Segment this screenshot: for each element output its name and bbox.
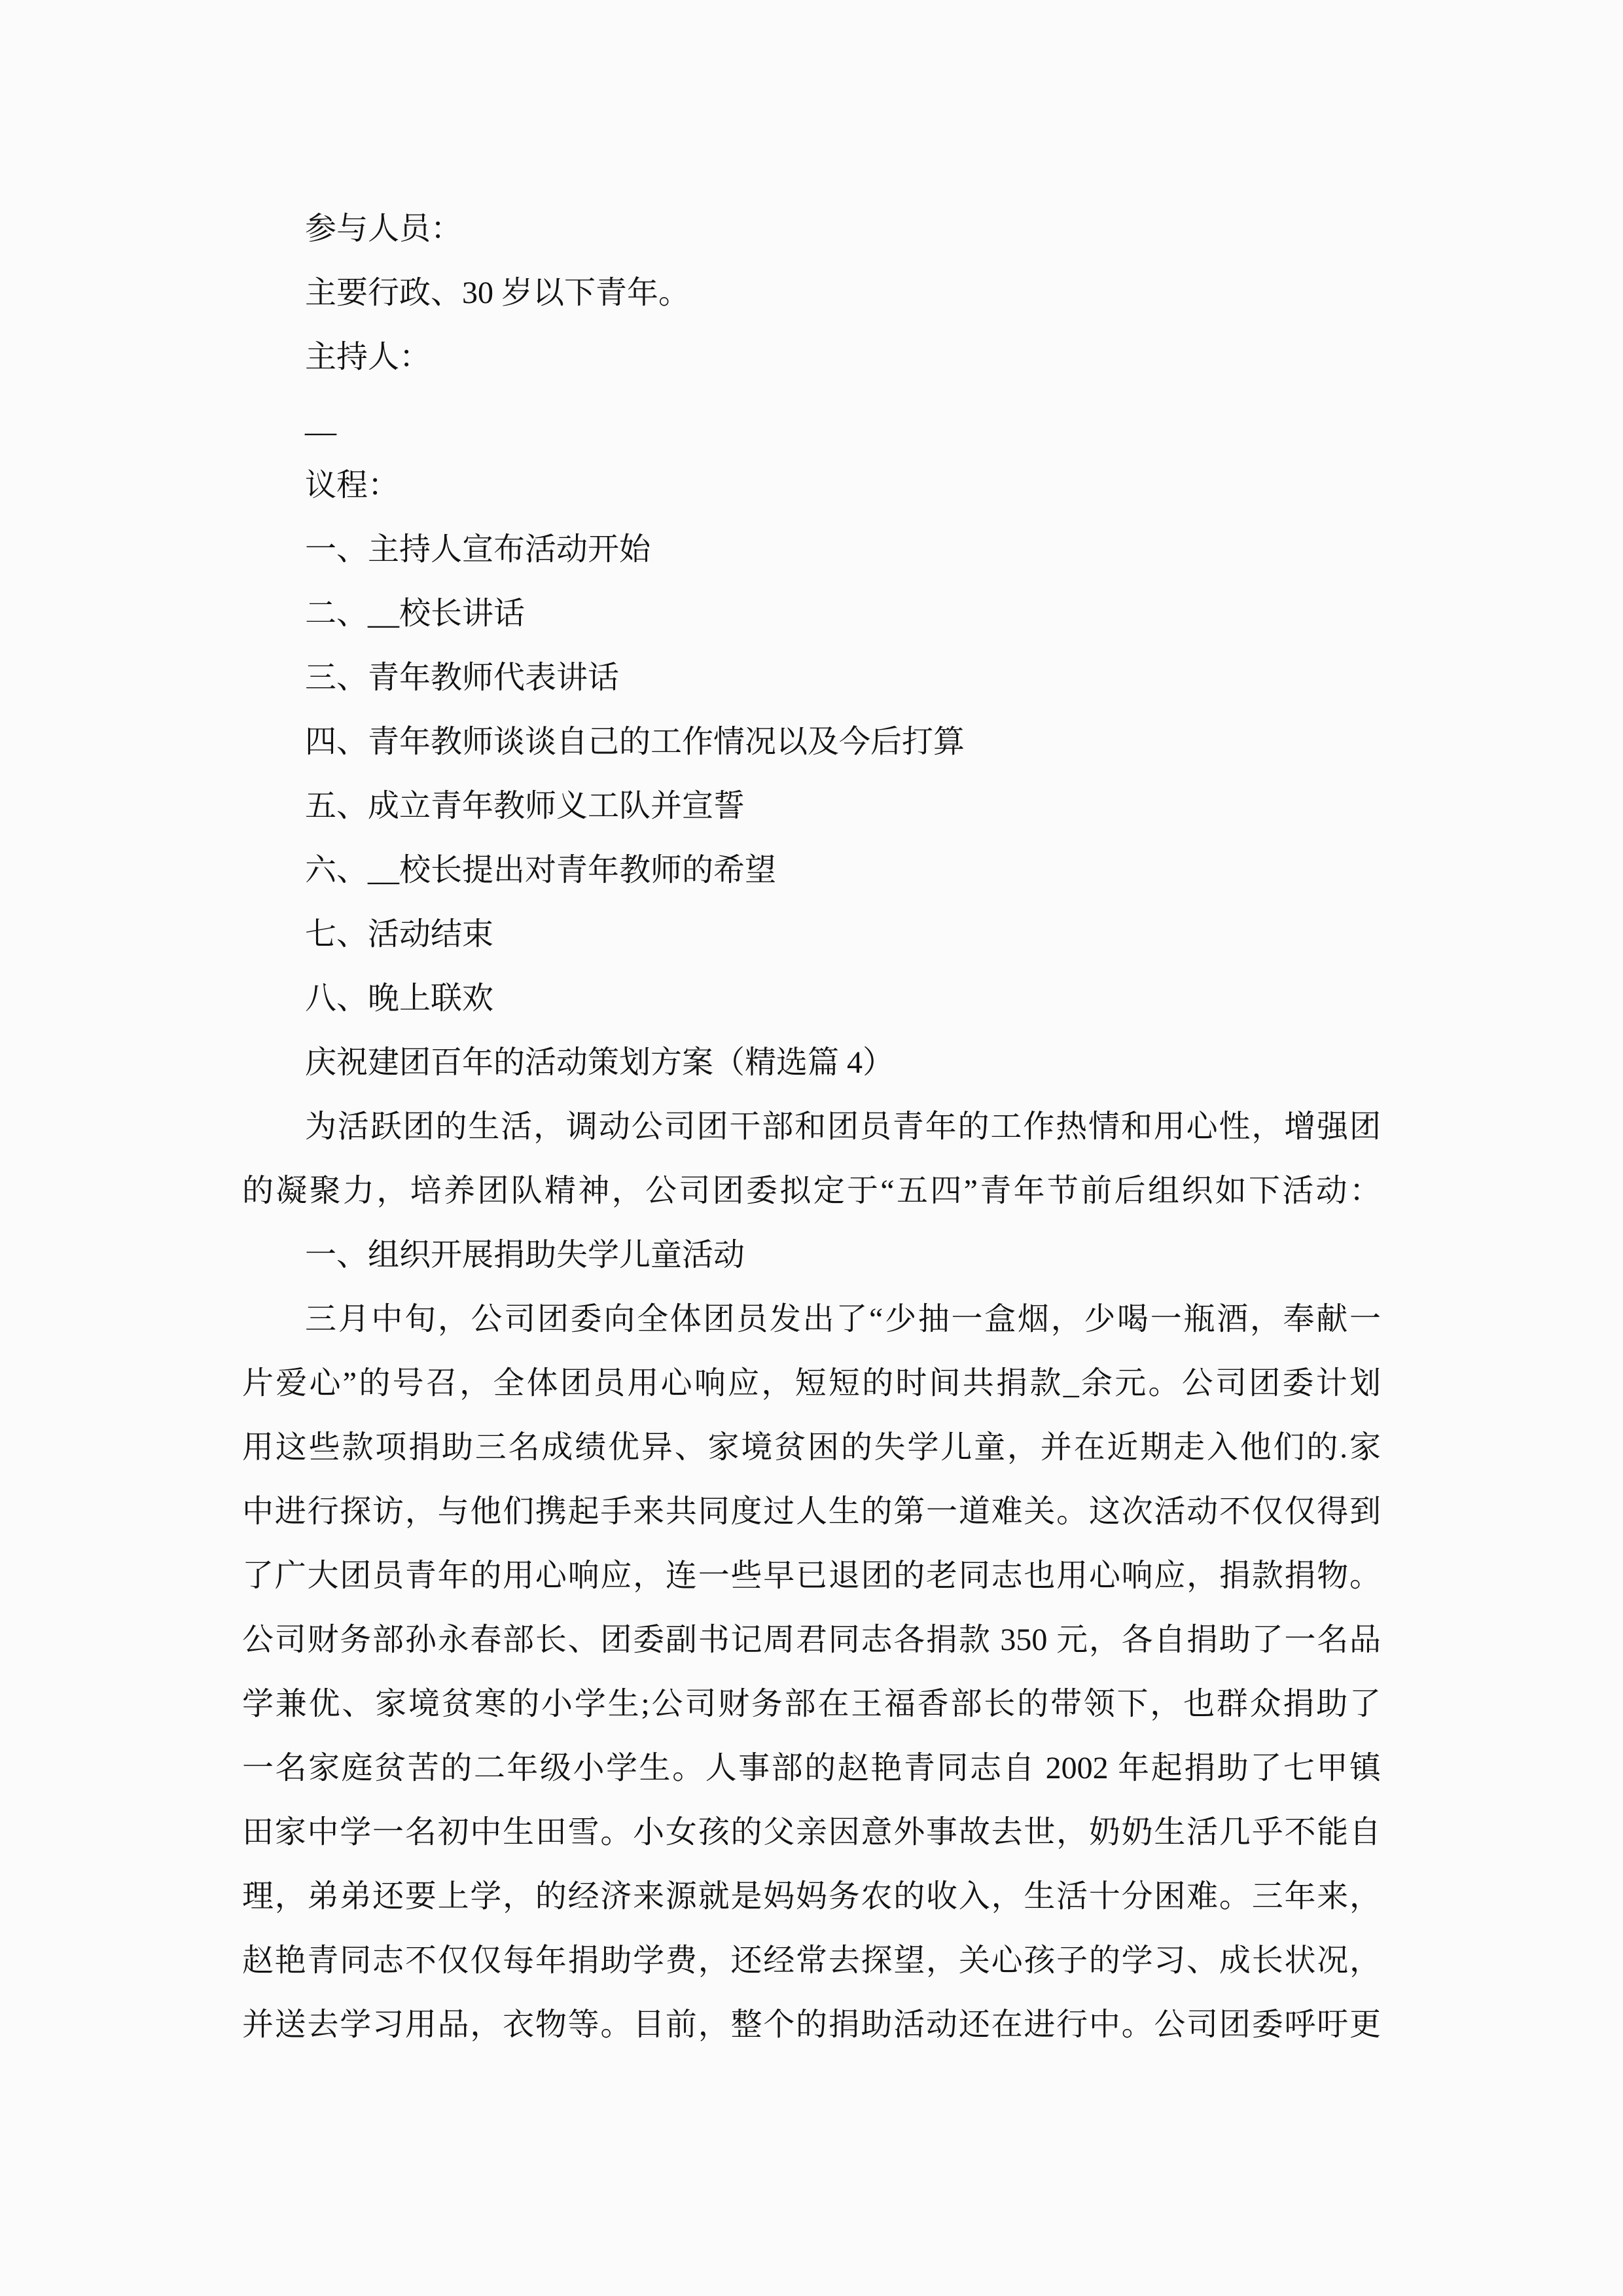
text-line: 的凝聚力，培养团队精神，公司团委拟定于“五四”青年节前后组织如下活动： — [242, 1174, 1381, 1208]
document-body — [242, 197, 1381, 2057]
text-line: 八、晚上联欢 — [305, 981, 494, 1016]
text-line: 中进行探访，与他们携起手来共同度过人生的第一道难关。这次活动不仅仅得到 — [242, 1494, 1381, 1529]
text-line: 三月中旬，公司团委向全体团员发出了“少抽一盒烟，少喝一瓶酒，奉献一 — [305, 1302, 1381, 1336]
text-line: 一、组织开展捐助失学儿童活动 — [305, 1238, 745, 1272]
text-line: 七、活动结束 — [305, 917, 494, 952]
text-line: 田家中学一名初中生田雪。小女孩的父亲因意外事故去世，奶奶生活几乎不能自 — [242, 1815, 1381, 1850]
text-line: 学兼优、家境贫寒的小学生;公司财务部在王福香部长的带领下，也群众捐助了 — [242, 1687, 1381, 1721]
text-line: 二、__校长讲话 — [305, 596, 526, 631]
text-line: 公司财务部孙永春部长、团委副书记周君同志各捐款 350 元，各自捐助了一名品 — [242, 1623, 1381, 1657]
text-line: 三、青年教师代表讲话 — [305, 660, 620, 695]
text-line: 片爱心”的号召，全体团员用心响应，短短的时间共捐款_余元。公司团委计划 — [242, 1366, 1381, 1401]
text-line: 庆祝建团百年的活动策划方案（精选篇 4） — [305, 1045, 895, 1080]
text-line: 了广大团员青年的用心响应，连一些早已退团的老同志也用心响应，捐款捐物。 — [242, 1558, 1381, 1593]
text-line: 用这些款项捐助三名成绩优异、家境贫困的失学儿童，并在近期走入他们的.家 — [242, 1430, 1381, 1465]
text-line: 并送去学习用品，衣物等。目前，整个的捐助活动还在进行中。公司团委呼吁更 — [242, 2007, 1381, 2042]
text-line: 一名家庭贫苦的二年级小学生。人事部的赵艳青同志自 2002 年起捐助了七甲镇 — [242, 1751, 1381, 1785]
text-line: 理，弟弟还要上学，的经济来源就是妈妈务农的收入，生活十分困难。三年来， — [242, 1879, 1381, 1914]
text-line: 五、成立青年教师义工队并宣誓 — [305, 789, 745, 823]
text-line: 主持人： — [305, 340, 431, 374]
text-line: 一、主持人宣布活动开始 — [305, 532, 651, 567]
text-line: 六、__校长提出对青年教师的希望 — [305, 853, 777, 888]
text-line: 四、青年教师谈谈自己的工作情况以及今后打算 — [305, 725, 965, 759]
text-line: 参与人员： — [305, 211, 463, 246]
text-line: 赵艳青同志不仅仅每年捐助学费，还经常去探望，关心孩子的学习、成长状况， — [242, 1943, 1381, 1978]
text-line: __ — [305, 404, 336, 439]
text-line: 主要行政、30 岁以下青年。 — [305, 276, 690, 310]
text-line: 为活跃团的生活，调动公司团干部和团员青年的工作热情和用心性，增强团 — [305, 1109, 1381, 1144]
text-line: 议程： — [305, 468, 400, 503]
